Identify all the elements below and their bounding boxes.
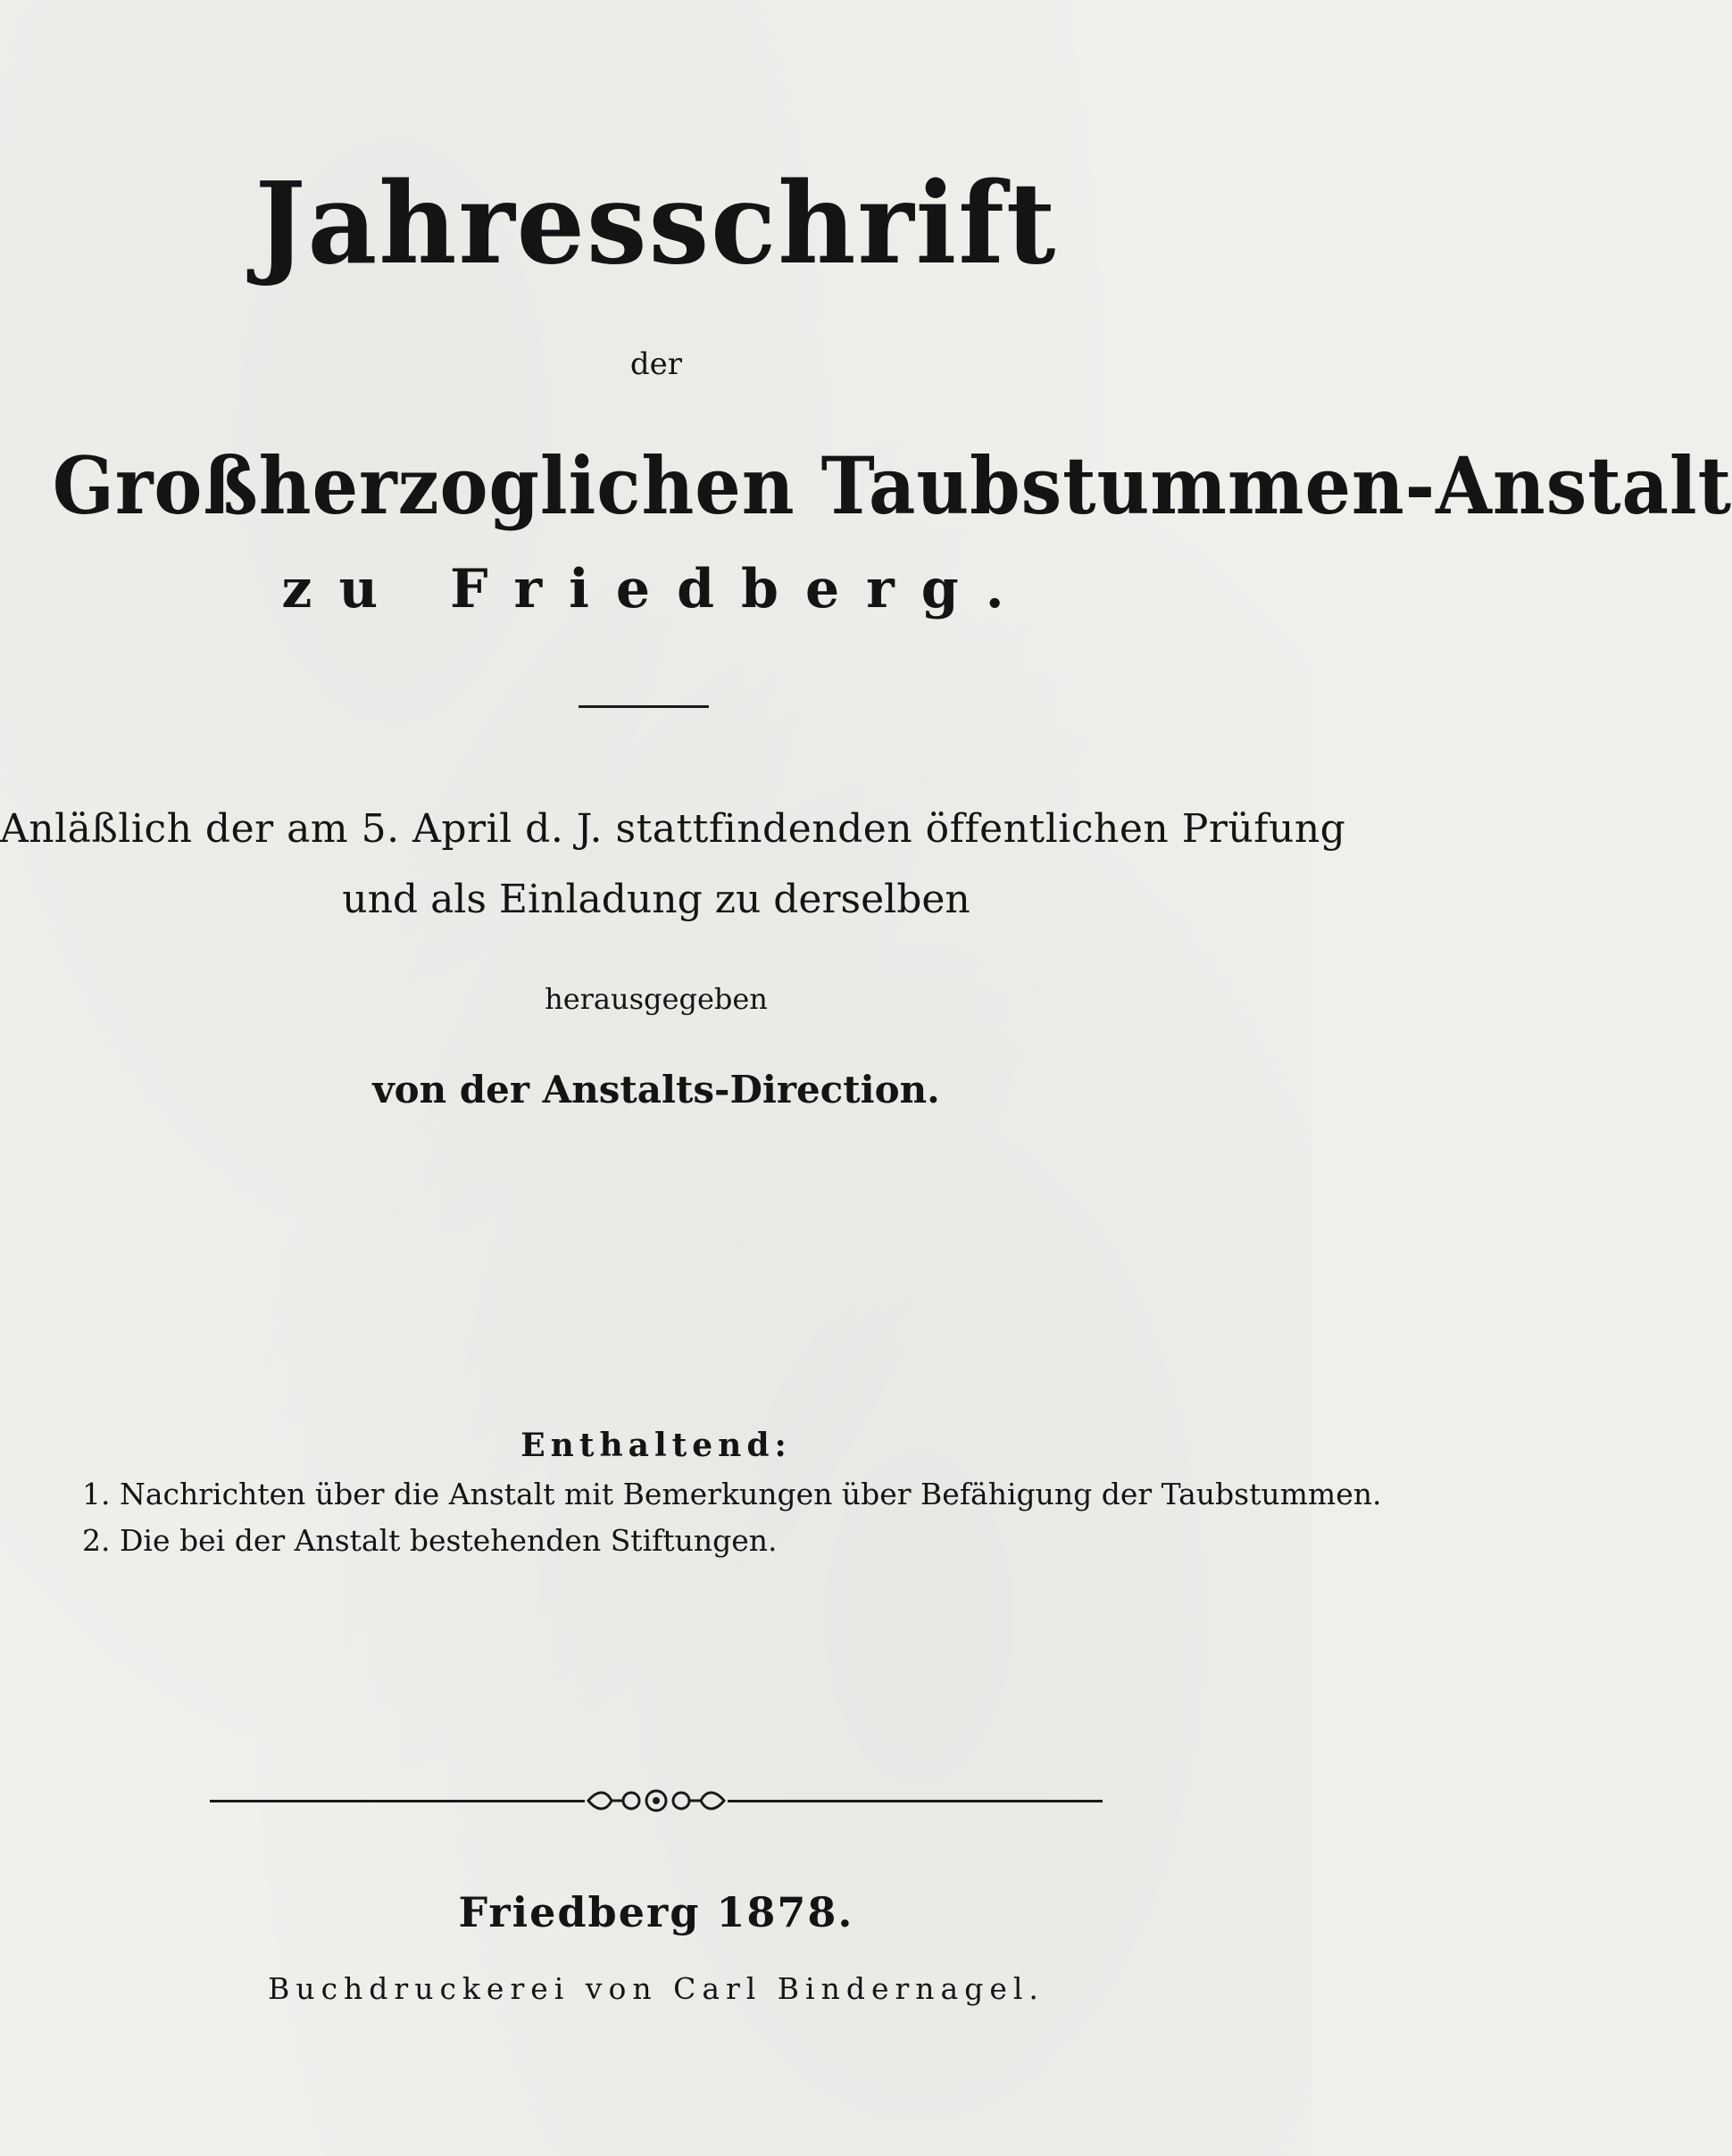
title-connector: der <box>629 346 683 382</box>
contents-item: 2. Die bei der Anstalt bestehenden Stiftungen. <box>82 1523 778 1558</box>
scroll-ornament-icon <box>585 1783 728 1819</box>
publisher-line-1: herausgegeben <box>545 982 768 1016</box>
ornamental-divider <box>210 1783 1103 1819</box>
occasion-line-1: Anläßlich der am 5. April d. J. stattfindenden öffentlichen Prüfung <box>0 806 1346 852</box>
imprint-place-year: Friedberg 1878. <box>458 1888 854 1936</box>
occasion-line-2: und als Einladung zu derselben <box>342 877 970 922</box>
contents-item: 1. Nachrichten über die Anstalt mit Bemerkungen über Befähigung der Taubstummen. <box>82 1477 1382 1511</box>
contents-heading: Enthaltend: <box>520 1427 792 1464</box>
contents-list <box>82 1471 1381 1564</box>
publisher-line-2: von der Anstalts-Direction. <box>372 1068 940 1111</box>
ornament-rule-left <box>210 1800 585 1802</box>
institution-place: zu Friedberg. <box>281 558 1031 620</box>
ornament-rule-right <box>728 1800 1103 1802</box>
printer-credit: Buchdruckerei von Carl Bindernagel. <box>268 1971 1045 2006</box>
document-title: Jahresschrift <box>254 157 1058 290</box>
institution-name: Großherzoglichen Taubstummen-Anstalt <box>52 439 1732 532</box>
divider-rule <box>579 705 709 708</box>
